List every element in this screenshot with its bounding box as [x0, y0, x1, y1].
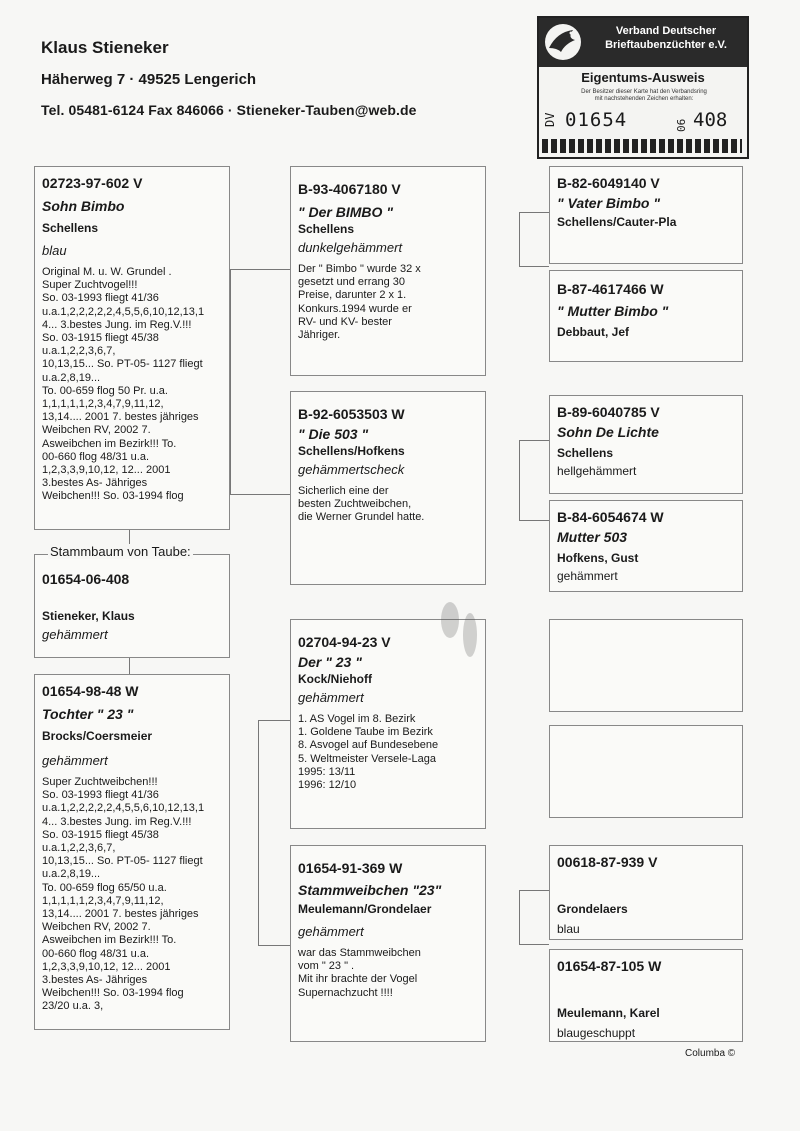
description-line: 1,2,3,3,9,10,12, 12... 2001 [42, 464, 171, 477]
connector-line [519, 440, 520, 520]
great-grandparent-box [549, 725, 743, 818]
pigeon-logo-icon [543, 22, 583, 62]
subject-box [34, 554, 230, 658]
ring-number: B-89-6040785 V [557, 404, 660, 420]
breeder: Schellens/Hofkens [298, 444, 405, 458]
color: gehämmert [298, 924, 364, 939]
great-grandparent-box [549, 845, 743, 940]
card-title: Eigentums-Ausweis [581, 70, 705, 85]
description-line: 1,1,1,1,1,2,3,4,7,9,11,12, [42, 398, 164, 411]
maternal-grandmother-box [290, 845, 486, 1042]
connector-line [230, 269, 290, 270]
description [298, 947, 478, 1000]
connector-line [258, 720, 259, 945]
description-line: Supernachzucht !!!! [298, 986, 393, 999]
description-line: vom " 23 " . [298, 960, 355, 973]
description-line: 1,1,1,1,1,2,3,4,7,9,11,12, [42, 894, 164, 907]
description-line: Jähriger. [298, 329, 341, 342]
color: gehämmert [42, 753, 108, 768]
connector-line [519, 440, 549, 441]
description-line: So. 03-1915 fliegt 45/38 [42, 332, 159, 345]
pigeon-name: " Mutter Bimbo " [557, 303, 669, 319]
description-line: 1. Goldene Taube im Bezirk [298, 726, 433, 739]
pigeon-name: Mutter 503 [557, 529, 628, 545]
ring-number: 02704-94-23 V [298, 634, 391, 650]
paternal-grandfather-box [290, 166, 486, 376]
ownership-card [537, 16, 749, 159]
description [42, 776, 222, 1014]
ring-number: 00618-87-939 V [557, 854, 658, 870]
description-line: To. 00-659 flog 50 Pr. u.a. [42, 384, 168, 397]
card-number: 01654 [565, 109, 628, 131]
great-grandparent-box [549, 500, 743, 592]
ring-number: B-87-4617466 W [557, 281, 664, 297]
color: blaugeschuppt [557, 1026, 636, 1040]
breeder: Kock/Niehoff [298, 672, 373, 686]
great-grandparent-box [549, 270, 743, 362]
color: gehämmertscheck [298, 462, 405, 477]
description-line: Super Zuchtweibchen!!! [42, 776, 158, 788]
card-organization: Verband Deutscher Brieftaubenzüchter e.V. [605, 25, 727, 51]
pigeon-name: " Der BIMBO " [298, 204, 393, 220]
great-grandparent-box [549, 395, 743, 494]
description-line: u.a.1,2,2,3,6,7, [42, 345, 116, 358]
description-line: Konkurs.1994 wurde er [298, 302, 412, 315]
color: gehämmert [298, 690, 364, 705]
owner-contact: Tel. 05481-6124 Fax 846066 · Stieneker-Tauben@web.de [41, 102, 417, 118]
description-line: 4... 3.bestes Jung. im Reg.V.!!! [42, 815, 192, 828]
great-grandparent-box [549, 949, 743, 1042]
pigeon-name: " Vater Bimbo " [557, 195, 660, 211]
description-line: die Werner Grundel hatte. [298, 511, 425, 524]
owner-address: Häherweg 7 · 49525 Lengerich [41, 71, 257, 88]
breeder: Meulemann, Karel [557, 1006, 660, 1020]
connector-line [519, 520, 549, 521]
description-line: To. 00-659 flog 65/50 u.a. [42, 881, 167, 894]
breeder: Debbaut, Jef [557, 325, 630, 339]
description-line: Super Zuchtvogel!!! [42, 279, 138, 292]
connector-line [519, 212, 520, 266]
color: blau [557, 922, 580, 936]
mother-box [34, 674, 230, 1030]
description-line: So. 03-1993 fliegt 41/36 [42, 292, 159, 305]
description-line: Original M. u. W. Grundel . [42, 266, 172, 278]
pigeon-name: Tochter " 23 " [42, 706, 134, 722]
description-line: 1,2,3,3,9,10,12, 12... 2001 [42, 960, 171, 973]
description-line: u.a.1,2,2,2,2,2,4,5,5,6,10,12,13,1 [42, 305, 205, 318]
color: gehämmert [557, 569, 618, 583]
ring-number: B-92-6053503 W [298, 406, 405, 422]
breeder: Schellens [298, 222, 355, 236]
pigeon-name: Sohn Bimbo [42, 198, 125, 214]
description-line: Sicherlich eine der [298, 485, 389, 497]
breeder: Schellens/Cauter-Pla [557, 215, 677, 229]
ring-number: 01654-91-369 W [298, 860, 403, 876]
description-line: Der " Bimbo " wurde 32 x [298, 263, 421, 275]
description-line: 8. Asvogel auf Bundesebene [298, 739, 439, 752]
ring-number: B-93-4067180 V [298, 181, 401, 197]
pigeon-name: Der " 23 " [298, 654, 362, 670]
description-line: u.a.1,2,2,3,6,7, [42, 842, 116, 855]
card-note: Der Besitzer dieser Karte hat den Verbandsring mit nachstehenden Zeichen erhalten: [581, 89, 707, 102]
card-decorative-border [542, 139, 742, 153]
description-line: Mit ihr brachte der Vogel [298, 973, 418, 986]
color: blau [42, 243, 67, 258]
pigeon-name: " Die 503 " [298, 426, 369, 442]
description-line: 4... 3.bestes Jung. im Reg.V.!!! [42, 318, 192, 331]
description-line: So. 03-1993 fliegt 41/36 [42, 789, 159, 802]
card-ring: 408 [693, 109, 728, 131]
card-year: 06 [675, 118, 688, 132]
description-line: Preise, darunter 2 x 1. [298, 289, 407, 302]
ring-number: B-82-6049140 V [557, 175, 660, 191]
description [298, 263, 478, 342]
connector-line [230, 494, 290, 495]
breeder: Hofkens, Gust [557, 551, 639, 565]
description-line: gesetzt und errang 30 [298, 276, 406, 289]
description-line: 5. Weltmeister Versele-Laga [298, 752, 436, 765]
footer-credit: Columba © [685, 1048, 736, 1059]
pigeon-name: Stammweibchen "23" [298, 882, 442, 898]
connector-line [258, 945, 290, 946]
color: dunkelgehämmert [298, 240, 403, 255]
ring-number: 02723-97-602 V [42, 175, 143, 191]
breeder: Brocks/Coersmeier [42, 729, 153, 743]
description-line: 3.bestes As- Jähriges [42, 477, 148, 490]
description-line: 1995: 13/11 [298, 765, 356, 778]
description-line: Weibchen!!! So. 03-1994 flog [42, 490, 184, 503]
connector-line [519, 890, 520, 944]
description-line: 13,14.... 2001 7. bestes jähriges [42, 411, 199, 424]
description-line: Weibchen RV, 2002 7. [42, 921, 151, 934]
description-line: besten Zuchtweibchen, [298, 498, 412, 511]
description-line: 10,13,15... So. PT-05- 1127 fliegt [42, 855, 203, 868]
owner: Stieneker, Klaus [42, 609, 135, 623]
connector-line [519, 212, 549, 213]
ring-number: 01654-06-408 [42, 571, 130, 587]
description-line: So. 03-1915 fliegt 45/38 [42, 828, 159, 841]
description-line: 23/20 u.a. 3, [42, 1000, 104, 1013]
description-line: 00-660 flog 48/31 u.a. [42, 450, 150, 463]
father-box [34, 166, 230, 530]
card-prefix: DV [543, 112, 557, 128]
description-line: war das Stammweibchen [298, 947, 421, 959]
breeder: Meulemann/Grondelaer [298, 902, 432, 916]
description-line: 3.bestes As- Jähriges [42, 974, 148, 987]
description-line: 00-660 flog 48/31 u.a. [42, 947, 150, 960]
description-line: u.a.2,8,19... [42, 371, 101, 384]
connector-line [230, 269, 231, 494]
description-line: 1996: 12/10 [298, 779, 357, 792]
connector-line [519, 944, 549, 945]
description [298, 713, 478, 792]
paternal-grandmother-box [290, 391, 486, 585]
breeder: Grondelaers [557, 902, 628, 916]
card-header-band [539, 18, 747, 67]
great-grandparent-box [549, 619, 743, 712]
ring-number: B-84-6054674 W [557, 509, 664, 525]
description-line: Asweibchen im Bezirk!!! To. [42, 437, 177, 450]
description-line: 1. AS Vogel im 8. Bezirk [298, 713, 416, 725]
scan-smudge [430, 590, 490, 680]
description-line: Weibchen!!! So. 03-1994 flog [42, 987, 184, 1000]
description-line: 10,13,15... So. PT-05- 1127 fliegt [42, 358, 203, 371]
description-line: Asweibchen im Bezirk!!! To. [42, 934, 177, 947]
pedigree-caption: Stammbaum von Taube: [50, 544, 191, 559]
connector-line [519, 890, 549, 891]
great-grandparent-box [549, 166, 743, 264]
color: gehämmert [42, 627, 108, 642]
breeder: Schellens [42, 221, 99, 235]
color: hellgehämmert [557, 464, 637, 478]
description [298, 485, 478, 525]
ring-number: 01654-98-48 W [42, 683, 139, 699]
description-line: 13,14.... 2001 7. bestes jähriges [42, 908, 199, 921]
card-ring-number [543, 106, 743, 134]
description [42, 266, 222, 504]
connector-line [129, 658, 130, 674]
description-line: Weibchen RV, 2002 7. [42, 424, 151, 437]
ring-number: 01654-87-105 W [557, 958, 662, 974]
owner-name: Klaus Stieneker [41, 38, 169, 57]
breeder: Schellens [557, 446, 614, 460]
pigeon-name: Sohn De Lichte [557, 424, 659, 440]
connector-line [258, 720, 290, 721]
connector-line [519, 266, 549, 267]
description-line: u.a.1,2,2,2,2,2,4,5,5,6,10,12,13,1 [42, 802, 205, 815]
description-line: RV- und KV- bester [298, 315, 392, 328]
description-line: u.a.2,8,19... [42, 868, 101, 881]
